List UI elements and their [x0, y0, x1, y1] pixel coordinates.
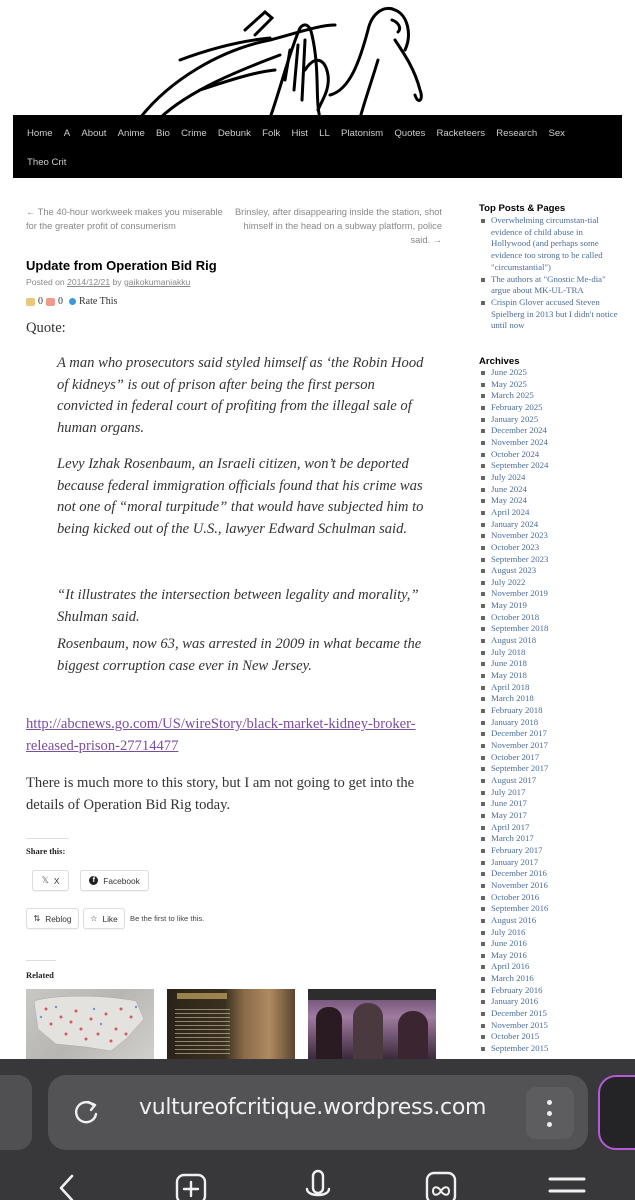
post-paragraph: There is much more to this story, but I am not going to get into the details of Operation Bid Rig today.	[26, 775, 415, 813]
archive-month-link[interactable]: January 2017	[479, 857, 548, 869]
nav-item-crime[interactable]: Crime	[181, 128, 207, 139]
main-navigation	[13, 118, 622, 178]
nav-item-bio[interactable]: Bio	[156, 128, 170, 139]
archive-month-link[interactable]: April 2024	[479, 507, 548, 519]
archive-month-link[interactable]: December 2016	[479, 868, 548, 880]
nav-item-a[interactable]: A	[63, 128, 71, 139]
reblog-icon: ⇅	[33, 914, 41, 923]
related-label: Related	[26, 970, 54, 980]
archive-month-link[interactable]: May 2016	[479, 950, 548, 962]
like-status-text: Be the first to like this.	[130, 914, 205, 923]
post-rating	[26, 296, 117, 307]
archive-month-link[interactable]: October 2015	[479, 1031, 548, 1043]
blockquote-paragraph: Levy Izhak Rosenbaum, an Israeli citizen, won’t be deported because federal immigration officials found that his crime was not one of “moral turpitude” that would have subjected him to being kicked out of the U.S., lawyer Edward Schulman said.	[57, 456, 424, 537]
archive-month-link[interactable]: October 2023	[479, 542, 548, 554]
microphone-icon[interactable]	[303, 1169, 333, 1200]
previous-tab-pill[interactable]	[0, 1075, 32, 1150]
archive-month-link[interactable]: April 2018	[479, 682, 548, 694]
nav-item-racketeers[interactable]: Racketeers	[436, 128, 485, 139]
thumbnail-figure	[353, 1003, 383, 1059]
header-image-vulture[interactable]	[0, 0, 635, 118]
archive-month-link[interactable]: November 2024	[479, 437, 548, 449]
archive-month-link[interactable]: June 2018	[479, 658, 548, 670]
archive-month-link[interactable]: May 2018	[479, 670, 548, 682]
archives-title: Archives	[479, 356, 520, 367]
related-post-thumbnail-map[interactable]	[26, 989, 154, 1059]
archive-month-link[interactable]: April 2017	[479, 822, 548, 834]
archive-month-link[interactable]: May 2025	[479, 379, 548, 391]
archive-month-link[interactable]: October 2016	[479, 892, 548, 904]
thumbs-up-icon[interactable]	[26, 298, 35, 306]
back-icon[interactable]	[56, 1173, 78, 1200]
archive-month-link[interactable]: November 2015	[479, 1020, 548, 1032]
nav-item-anime[interactable]: Anime	[117, 128, 145, 139]
author-link[interactable]: gaikokumaniakku	[123, 277, 191, 287]
tabs-icon[interactable]	[425, 1171, 457, 1200]
archive-month-link[interactable]: September 2017	[479, 763, 548, 775]
share-facebook-label: Facebook	[103, 875, 140, 886]
url-text[interactable]: vultureofcritique.wordpress.com	[139, 1095, 487, 1120]
archive-month-link[interactable]: November 2023	[479, 530, 548, 542]
archive-month-link[interactable]: January 2025	[479, 414, 548, 426]
top-posts-title: Top Posts & Pages	[479, 203, 566, 214]
reblog-label: Reblog	[45, 913, 72, 924]
archive-month-link[interactable]: November 2016	[479, 880, 548, 892]
nav-item-sex[interactable]: Sex	[548, 128, 565, 139]
archive-month-link[interactable]: September 2018	[479, 623, 548, 635]
archive-month-link[interactable]: June 2017	[479, 798, 548, 810]
archive-month-link[interactable]: June 2025	[479, 367, 548, 379]
archive-month-link[interactable]: February 2016	[479, 985, 548, 997]
archives-widget	[479, 356, 548, 1055]
source-article-link[interactable]: http://abcnews.go.com/US/wireStory/black-market-kidney-broker-released-prison-27714477	[26, 716, 416, 754]
thumbnail-figure	[398, 1011, 428, 1059]
facebook-logo-icon: f	[89, 876, 98, 885]
share-facebook-button[interactable]	[80, 870, 149, 891]
top-posts-list	[479, 215, 619, 332]
archive-month-link[interactable]: August 2016	[479, 915, 548, 927]
nav-item-theo-crit[interactable]: Theo Crit	[27, 157, 67, 168]
archive-month-link[interactable]: July 2024	[479, 472, 548, 484]
more-vert-icon	[547, 1100, 553, 1133]
related-divider	[26, 960, 56, 961]
related-post-thumbnail-illustration[interactable]	[167, 989, 295, 1059]
archive-month-link[interactable]: February 2025	[479, 402, 548, 414]
thumbs-down-count: 0	[58, 296, 63, 307]
archive-month-link[interactable]: April 2016	[479, 961, 548, 973]
top-post-link[interactable]: The authors at "Gnostic Me-dia" argue about MK-UL-TRA	[479, 274, 619, 297]
archive-month-link[interactable]: September 2016	[479, 903, 548, 915]
previous-post-link[interactable]: ← The 40-hour workweek makes you miserable for the greater profit of consumerism	[26, 207, 223, 231]
archive-month-link[interactable]: January 2024	[479, 519, 548, 531]
archive-month-link[interactable]: August 2023	[479, 565, 548, 577]
archive-month-link[interactable]: March 2025	[479, 390, 548, 402]
post-meta	[26, 277, 190, 287]
nav-item-hist[interactable]: Hist	[291, 128, 308, 139]
archive-month-link[interactable]: September 2024	[479, 460, 548, 472]
nav-item-folk[interactable]: Folk	[262, 128, 281, 139]
nav-item-platonism[interactable]: Platonism	[341, 128, 384, 139]
archive-month-link[interactable]: September 2023	[479, 554, 548, 566]
archive-month-link[interactable]: October 2017	[479, 752, 548, 764]
top-post-link[interactable]: Crispin Glover accused Steven Spielberg in 2013 but I didn't notice until now	[479, 297, 619, 332]
like-label: Like	[102, 913, 118, 924]
next-post-link[interactable]: Brinsley, after disappearing inside the station, shot himself in the head on a subway platform, police said. →	[234, 207, 442, 245]
related-post-thumbnail-photo[interactable]	[308, 989, 436, 1059]
like-button[interactable]	[83, 908, 125, 929]
archive-month-link[interactable]: February 2018	[479, 705, 548, 717]
new-tab-icon[interactable]	[175, 1173, 207, 1200]
archive-month-link[interactable]: May 2017	[479, 810, 548, 822]
nav-row-1	[27, 128, 576, 139]
archive-month-link[interactable]: July 2017	[479, 787, 548, 799]
share-x-label: X	[53, 875, 60, 886]
nav-item-quotes[interactable]: Quotes	[394, 128, 426, 139]
archive-month-link[interactable]: August 2018	[479, 635, 548, 647]
archive-month-link[interactable]: March 2016	[479, 973, 548, 985]
share-x-button[interactable]	[32, 870, 69, 891]
by-label: by	[112, 277, 122, 287]
posted-on-label: Posted on	[26, 277, 65, 287]
archive-month-link[interactable]: March 2017	[479, 833, 548, 845]
archive-month-link[interactable]: August 2017	[479, 775, 548, 787]
thumbs-up-count: 0	[38, 296, 43, 307]
nav-item-debunk[interactable]: Debunk	[217, 128, 251, 139]
archive-month-link[interactable]: May 2024	[479, 495, 548, 507]
post-date-link[interactable]: 2014/12/21	[67, 277, 111, 287]
nav-item-research[interactable]: Research	[496, 128, 538, 139]
archive-month-link[interactable]: July 2016	[479, 927, 548, 939]
archive-month-link[interactable]: September 2015	[479, 1043, 548, 1055]
archive-month-link[interactable]: June 2024	[479, 484, 548, 496]
thumbnail-title-decoration	[177, 993, 227, 999]
bottom-navigation-bar	[0, 1159, 635, 1200]
vulture-illustration-icon	[0, 0, 635, 118]
archive-month-link[interactable]: November 2019	[479, 588, 548, 600]
top-posts-widget	[479, 203, 619, 332]
top-post-link[interactable]: Overwhelming circumstan-tial evidence of child abuse in Hollywood (and perhaps some evidence too strong to be called "circumstantial")	[479, 215, 619, 274]
nav-item-ll[interactable]: LL	[319, 128, 330, 139]
blockquote-paragraph: Rosenbaum, now 63, was arrested in 2009 in what became the biggest corruption case ever in New Jersey.	[57, 636, 422, 674]
archive-month-link[interactable]: June 2016	[479, 938, 548, 950]
menu-icon[interactable]	[548, 1175, 586, 1199]
thumbs-down-icon[interactable]	[46, 298, 55, 306]
archive-month-link[interactable]: December 2024	[479, 425, 548, 437]
nav-item-home[interactable]: Home	[27, 128, 53, 139]
nav-item-about[interactable]: About	[81, 128, 107, 139]
archive-month-link[interactable]: July 2018	[479, 647, 548, 659]
address-bar[interactable]	[48, 1075, 588, 1150]
archive-month-link[interactable]: December 2017	[479, 728, 548, 740]
quote-label: Quote:	[26, 320, 66, 336]
archive-month-link[interactable]: March 2018	[479, 693, 548, 705]
thumbnail-text-block	[175, 1009, 230, 1054]
archive-month-link[interactable]: January 2018	[479, 717, 548, 729]
reload-icon[interactable]	[72, 1097, 102, 1127]
blockquote-paragraph: “It illustrates the intersection between legality and morality,” Shulman said.	[57, 587, 419, 625]
share-divider	[26, 838, 69, 839]
archive-month-link[interactable]: November 2017	[479, 740, 548, 752]
reblog-button[interactable]	[26, 908, 79, 929]
blockquote-paragraph: A man who prosecutors said styled himself as ‘the Robin Hood of kidneys” is out of prison after being the first person convicted in federal court of profiting from the illegal sale of human organs.	[57, 355, 424, 436]
archive-month-link[interactable]: October 2024	[479, 449, 548, 461]
nav-row-2	[27, 157, 78, 168]
archive-month-link[interactable]: May 2019	[479, 600, 548, 612]
thumbnail-figure	[316, 1007, 342, 1059]
archives-list	[479, 367, 548, 1055]
us-map-icon	[26, 989, 154, 1059]
next-tab-pill[interactable]	[598, 1075, 635, 1150]
archive-month-link[interactable]: December 2015	[479, 1008, 548, 1020]
page-menu-button[interactable]	[526, 1087, 574, 1139]
info-icon[interactable]	[69, 298, 76, 305]
archive-month-link[interactable]: February 2017	[479, 845, 548, 857]
post-title: Update from Operation Bid Rig	[26, 258, 217, 273]
share-this-label: Share this:	[26, 846, 66, 856]
rate-this-label[interactable]: Rate This	[79, 296, 118, 307]
archive-month-link[interactable]: January 2016	[479, 996, 548, 1008]
star-icon: ☆	[90, 914, 98, 923]
archive-month-link[interactable]: October 2018	[479, 612, 548, 624]
x-logo-icon: 𝕏	[41, 875, 49, 886]
browser-toolbar	[0, 1059, 635, 1200]
archive-month-link[interactable]: July 2022	[479, 577, 548, 589]
